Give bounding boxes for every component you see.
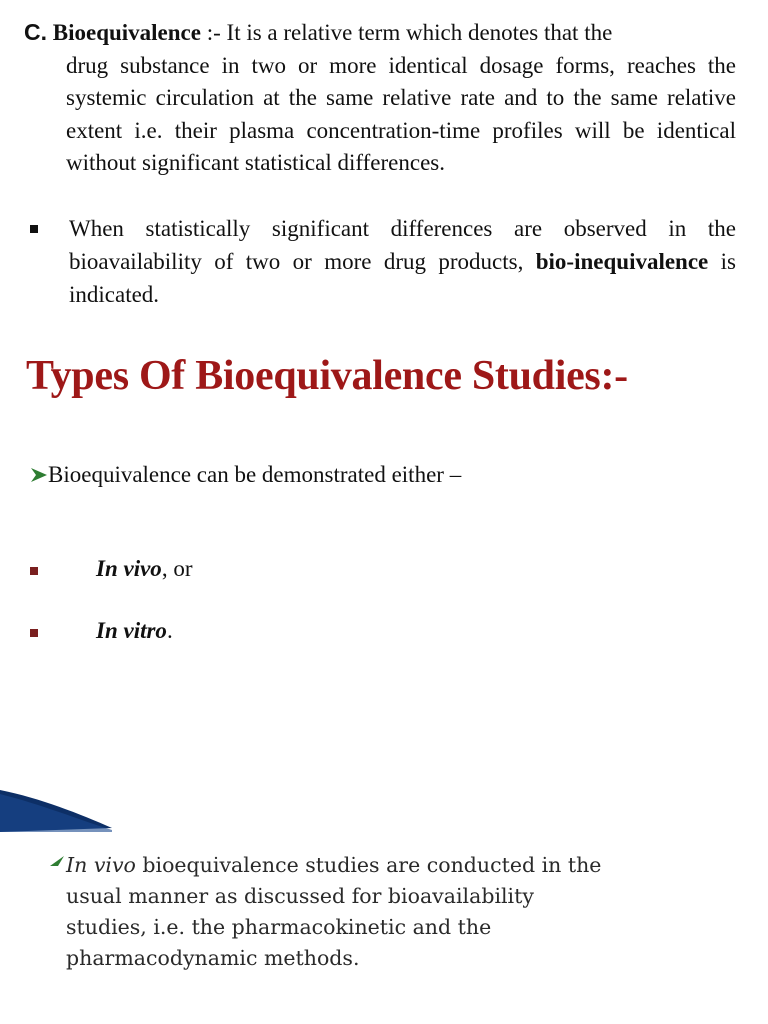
in-vivo-paragraph (66, 850, 626, 974)
lead-text: Bioequivalence can be demonstrated either – (48, 462, 462, 487)
square-bullet-icon (30, 225, 38, 233)
bio-inequivalence-bullet (24, 212, 736, 311)
item-suffix: . (166, 618, 173, 643)
item-suffix: , or (161, 556, 193, 581)
bottom-line1: bioequivalence studies are conducted in the (135, 853, 602, 877)
section-heading: Types Of Bioequivalence Studies:- (26, 353, 628, 399)
arrow-right-icon (30, 466, 48, 484)
definition-text-rest: drug substance in two or more identical dosage forms, reaches the systemic circulation at the same relative rate and to the same relative extent i.e. their plasma concentration-time profiles will be identical without significant statistical differences. (66, 52, 736, 176)
definition-paragraph (24, 16, 736, 180)
definition-label: C. (24, 19, 47, 45)
arrow-marker-icon (50, 854, 64, 868)
definition-text-first: :- It is a relative term which denotes that the (200, 20, 613, 45)
definition-term: Bioequivalence (52, 20, 201, 45)
square-bullet-icon (30, 629, 38, 637)
bottom-line4: pharmacodynamic methods. (66, 946, 360, 970)
bullet-text-after: is indicated. (69, 249, 736, 307)
item-italic: In vivo (96, 556, 162, 581)
square-bullet-icon (30, 567, 38, 575)
item-italic: In vitro (96, 618, 167, 643)
decorative-swoosh (0, 790, 112, 832)
bottom-line3: studies, i.e. the pharmacokinetic and the (66, 915, 492, 939)
in-vivo-italic: In vivo (66, 853, 136, 877)
bottom-line2: usual manner as discussed for bioavailability (66, 884, 534, 908)
bullet-bold-term: bio-inequivalence (535, 249, 709, 274)
lead-line (30, 462, 461, 488)
bullet-text-before: When statistically significant differences are observed in the bioavailability of two or more drug products, (69, 216, 736, 274)
